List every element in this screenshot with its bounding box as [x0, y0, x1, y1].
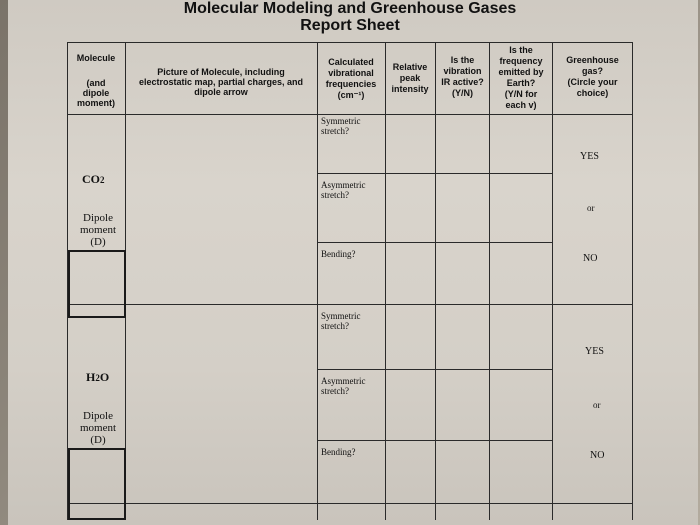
mode-bending-co2: Bending? [321, 249, 356, 259]
mode-symmetric-co2: Symmetric stretch? [321, 116, 361, 136]
choice-yes-co2[interactable]: YES [580, 151, 599, 162]
header-calc-freq: Calculated vibrational frequencies (cm⁻¹) [325, 57, 377, 100]
choice-or-co2: or [587, 203, 595, 213]
header-emitted: Is the frequency emitted by Earth? (Y/N for each v) [498, 45, 544, 110]
formula-h2o: H2O [86, 370, 110, 384]
header-molecule-sub: (and dipole moment) [77, 78, 115, 108]
mode-asymmetric-h2o: Asymmetric stretch? [321, 376, 366, 396]
header-molecule: Molecule [76, 53, 116, 63]
choice-no-co2[interactable]: NO [583, 253, 598, 264]
mode-bending-h2o: Bending? [321, 447, 356, 457]
choice-no-h2o[interactable]: NO [590, 450, 605, 461]
choice-yes-h2o[interactable]: YES [585, 346, 604, 357]
page-subtitle: Report Sheet [300, 17, 400, 34]
mode-symmetric-h2o: Symmetric stretch? [321, 311, 361, 331]
dipole-box-h2o[interactable] [68, 448, 126, 520]
header-relative-peak: Relative peak intensity [391, 62, 429, 94]
dipole-label-h2o: Dipole moment (D) [79, 410, 117, 446]
page-title: Molecular Modeling and Greenhouse Gases [183, 0, 517, 17]
header-greenhouse: Greenhouse gas? (Circle your choice) [566, 55, 619, 98]
header-ir-active: Is the vibration IR active? (Y/N) [441, 55, 484, 98]
dipole-label-co2: Dipole moment (D) [79, 212, 117, 248]
choice-or-h2o: or [593, 400, 601, 410]
mode-asymmetric-co2: Asymmetric stretch? [321, 180, 366, 200]
header-picture: Picture of Molecule, including electrostatic map, partial charges, and dipole arrow [138, 67, 304, 97]
formula-co2: CO2 [82, 172, 105, 186]
dipole-box-co2[interactable] [68, 250, 126, 318]
